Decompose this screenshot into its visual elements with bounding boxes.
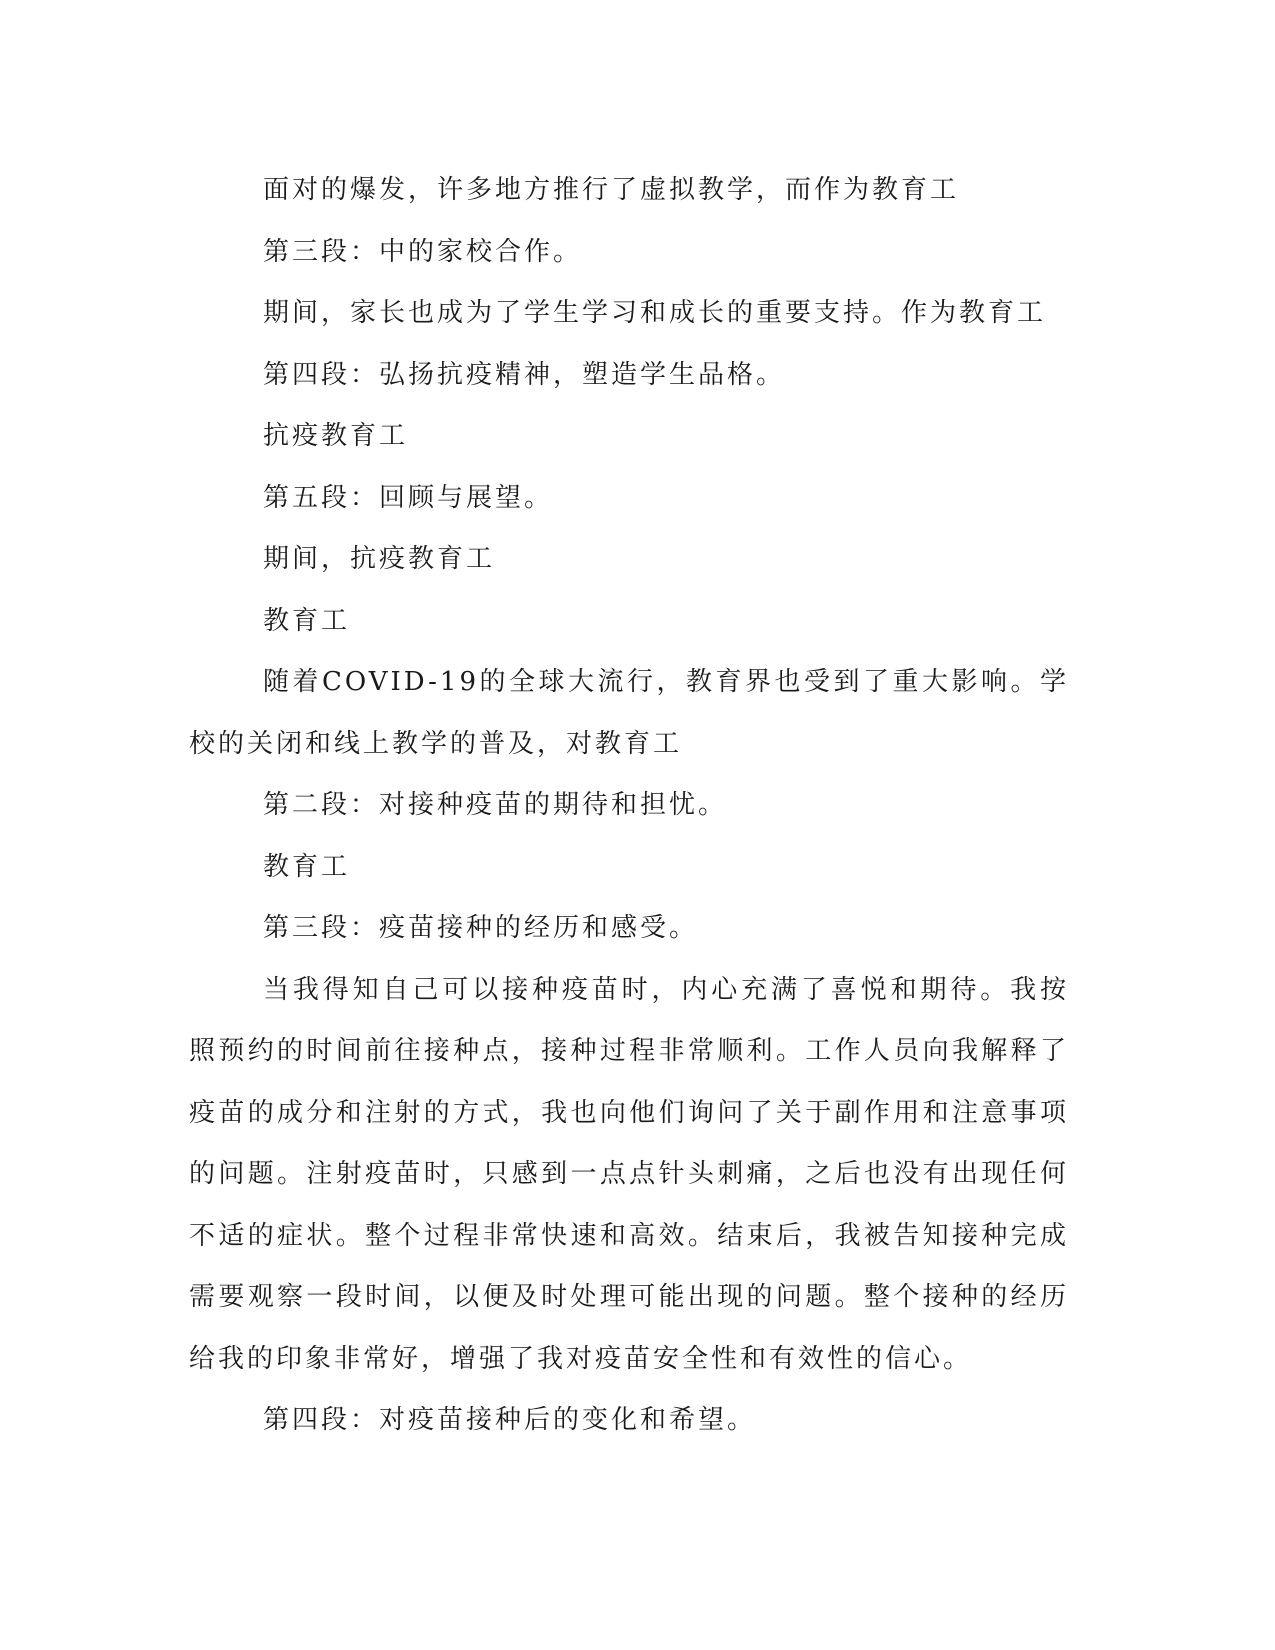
section-heading: 第五段：回顾与展望。: [263, 482, 554, 513]
paragraph: 期间，家长也成为了学生学习和成长的重要支持。作为教育工: [263, 298, 1047, 328]
paragraph: 教育工: [263, 851, 351, 882]
section-heading: 第四段：对疫苗接种后的变化和希望。: [263, 1405, 757, 1435]
section-heading: 第三段：疫苗接种的经历和感受。: [263, 913, 699, 943]
document-body: [189, 160, 1069, 1452]
paragraph: 教育工: [263, 605, 351, 636]
paragraph: 期间，抗疫教育工: [263, 544, 496, 574]
paragraph: 随着COVID-19的全球大流行，教育界也受到了重大影响。学校的关闭和线上教学的普及，对教育工: [189, 667, 1069, 759]
paragraph: 当我得知自己可以接种疫苗时，内心充满了喜悦和期待。我按照预约的时间前往接种点，接种过程非常顺利。工作人员向我解释了疫苗的成分和注射的方式，我也向他们询问了关于副作用和注意事项的问题。注射疫苗时，只感到一点点针头刺痛，之后也没有出现任何不适的症状。整个过程非常快速和高效。结束后，我被告知接种完成需要观察一段时间，以便及时处理可能出现的问题。整个接种的经历给我的印象非常好，增强了我对疫苗安全性和有效性的信心。: [189, 974, 1069, 1374]
section-heading: 第二段：对接种疫苗的期待和担忧。: [263, 790, 728, 820]
section-heading: 第三段：中的家校合作。: [263, 236, 583, 267]
section-heading: 第四段：弘扬抗疫精神，塑造学生品格。: [263, 359, 786, 390]
paragraph: 抗疫教育工: [263, 421, 409, 451]
paragraph: 面对的爆发，许多地方推行了虚拟教学，而作为教育工: [263, 175, 960, 205]
